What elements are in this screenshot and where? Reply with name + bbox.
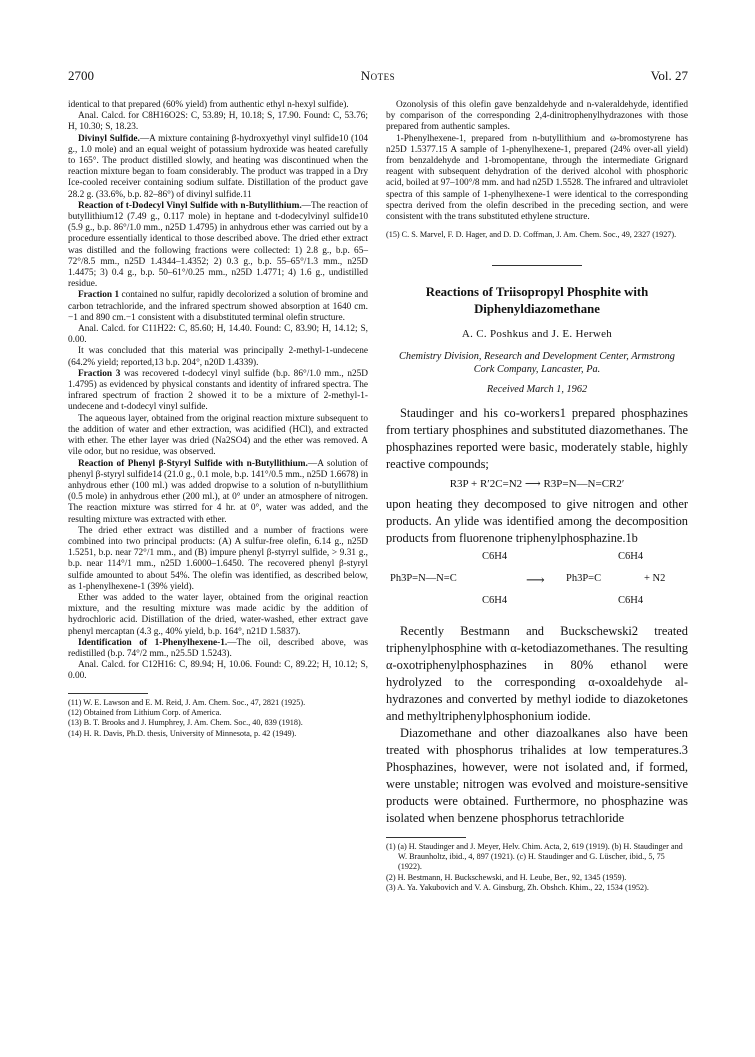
paragraph: Reaction of Phenyl β-Styryl Sulfide with n-Butyllithium.—A solution of phenyl β-styryl sulfide14 (21.0 g., 0.1 mole, b.p. 141°/0.5 mm., n25D 1.6678) in anhydrous ether (100 ml.) was added dropwise to a solution of n-butyllithium (0.5 mole) in anhydrous ether (200 ml.), at 0° under an atmosphere of nitrogen. The reaction mixture was stirred for 4 hr. at 0°, water was added, and the resulting mixture was extracted with ether. <box>68 458 368 525</box>
paragraph: Identification of 1-Phenylhexene-1.—The oil, described above, was redistilled (b.p. 74°/2 mm., n25.5D 1.5243). <box>68 637 368 659</box>
paragraph: Anal. Calcd. for C8H16O2S: C, 53.89; H, 10.18; S, 17.90. Found: C, 53.76; H, 10.30; S, 18.23. <box>68 111 368 133</box>
scheme-group: C6H4 <box>482 550 508 562</box>
footnote: (13) B. T. Brooks and J. Humphrey, J. Am. Chem. Soc., 40, 839 (1918). <box>68 718 303 728</box>
author-affiliation: Chemistry Division, Research and Development Center, Armstrong Cork Company, Lancaster, Pa. <box>399 350 675 375</box>
scheme-group: C6H4 <box>482 594 508 606</box>
footnote-rule <box>68 693 148 694</box>
scheme-reactant: Ph3P=N—N=C <box>390 572 457 584</box>
article-body <box>386 405 688 473</box>
section-heading: Divinyl Sulfide. <box>78 133 140 144</box>
paragraph: identical to that prepared (60% yield) from authentic ethyl n-hexyl sulfide). <box>68 100 349 110</box>
article-authors: A. C. Poshkus and J. E. Herweh <box>461 327 613 340</box>
paragraph: Recently Bestmann and Buckschewski2 treated triphenylphosphine with α-ketodiazomethanes. The resulting α-oxotriphenylphosphazines in 80% ethanol were hydrolyzed to the corresponding α-oxoaldehyde al-hydrazones and converted by methyl iodide to diazoketones and methyltriphenylphosphonium iodide. <box>386 623 688 723</box>
section-heading: Reaction of t-Dodecyl Vinyl Sulfide with n-Butyllithium. <box>78 200 302 211</box>
paragraph: Staudinger and his co-workers1 prepared phosphazines from tertiary phosphines and substituted diazomethanes. The phosphazines reported were basic, moderately stable, highly reactive compounds; <box>386 405 688 471</box>
paragraph: The aqueous layer, obtained from the original reaction mixture subsequent to the addition of water and ether extraction, was acidified (HCl), and extracted with ether. The ether layer was dried (Na2SO4) and the ether was removed. A vile odor, but no residue, was observed. <box>68 413 368 458</box>
scheme-product: Ph3P=C <box>566 572 602 584</box>
footnote: (14) H. R. Davis, Ph.D. thesis, University of Minnesota, p. 42 (1949). <box>68 728 297 738</box>
journal-section: Notes <box>360 68 396 83</box>
footnote-rule <box>386 837 466 838</box>
footnote: (11) W. E. Lawson and E. M. Reid, J. Am. Chem. Soc., 47, 2821 (1925). <box>68 697 306 707</box>
paragraph: Fraction 1 contained no sulfur, rapidly decolorized a solution of bromine and carbon tetrachloride, and the infrared spectrum showed absorption at 1640 cm.−1 and 890 cm.−1 consistent with a disubstituted terminal olefin structure. <box>68 290 368 323</box>
footnote: (2) H. Bestmann, H. Buckschewski, and H. Leube, Ber., 92, 1345 (1959). <box>386 872 627 882</box>
received-date: Received March 1, 1962 <box>486 383 588 395</box>
paragraph: Divinyl Sulfide.—A mixture containing β-hydroxyethyl vinyl sulfide10 (104 g., 1.0 mole) and an equal weight of potassium hydroxide was heated carefully to 165°. The product distilled slowly, and heating was discontinued when the reaction mixture began to foam considerably. The product was trapped in a Dry Ice-cooled receiver containing sodium sulfate. Distillation of the product gave 28.2 g. (33.6%, b.p. 82–86°) of divinyl sulfide.11 <box>68 133 368 200</box>
reaction-equation: R3P + R′2C=N2 ⟶ R3P=N—N=CR2′ <box>449 477 625 490</box>
paragraph: The dried ether extract was distilled and a number of fractions were combined into two principal products: (A) A sulfur-free olefin, 6.14 g., n25D 1.5251, b.p. near 72°/1 mm., and (B) impure phenyl β-styrryl sulfide, > 9.31 g., b.p. near 114°/1 mm., n25D 1.6000–1.6450. The recovered phenyl β-styryl sulfide amounted to about 54%. The olefin was identified, as described below, as 1-phenylhexene-1 (39% yield). <box>68 525 368 592</box>
right-top-body <box>386 100 688 223</box>
paragraph: Ozonolysis of this olefin gave benzaldehyde and n-valeraldehyde, identified by comparison of the corresponding 2,4-dinitrophenylhydrazones with those prepared from authentic samples. <box>386 100 688 133</box>
paragraph: Anal. Calcd. for C12H16: C, 89.94; H, 10.06. Found: C, 89.22; H, 10.12; S, 0.00. <box>68 660 368 682</box>
section-heading: Fraction 3 <box>78 368 121 379</box>
right-column <box>386 100 688 894</box>
left-column <box>68 100 368 739</box>
reaction-scheme <box>386 551 688 613</box>
section-heading: Identification of 1-Phenylhexene-1. <box>78 637 228 648</box>
footnote: (15) C. S. Marvel, F. D. Hager, and D. D. Coffman, J. Am. Chem. Soc., 49, 2327 (1927). <box>386 230 677 240</box>
scheme-group: C6H4 <box>618 594 644 606</box>
paragraph: upon heating they decomposed to give nitrogen and other products. An ylide was identified among the decomposition products from fluorenone triphenylphosphazine.1b <box>386 496 688 545</box>
footnote-15 <box>386 230 688 240</box>
scheme-group: C6H4 <box>618 550 644 562</box>
scheme-byproduct: + N2 <box>644 572 666 584</box>
paragraph: Reaction of t-Dodecyl Vinyl Sulfide with n-Butyllithium.—The reaction of butyllithium12 (7.49 g., 0.117 mole) in heptane and t-dodecylvinyl sulfide10 (5.9 g., b.p. 86°/1.0 mm., n25D 1.4795) in anhydrous ether was carried out by a procedure essentially identical to those described above. The dried ether extract was distilled and the following fractions were collected: 1) 2.8 g., b.p. 65–72°/8.5 mm., n25D 1.4344–1.4352; 2) 0.3 g., b.p. 55–65°/1.3 mm., n25D 1.4475; 3) 0.4 g., b.p. 50–61°/0.25 mm., n25D 1.4771; 4) 1.6 g., undistilled residue. <box>68 200 368 290</box>
paragraph: It was concluded that this material was principally 2-methyl-1-undecene (64.2% yield; reported,13 b.p. 204°, n20D 1.4339). <box>68 346 368 368</box>
paragraph: 1-Phenylhexene-1, prepared from n-butyllithium and ω-bromostyrene has n25D 1.5377.15 A sample of 1-phenylhexene-1, prepared (24% over-all yield) from benzaldehyde and 1-bromopentane, through the intermediate Grignard reagent with subsequent dehydration of the derived alcohol with phosphoric acid, boiled at 97–100°/8 mm. and had n25D 1.5528. The infrared and ultraviolet spectra of this sample of 1-phenylhexene-1 were identical to the corresponding spectra derived from the olefin described in the preceding section, and were consistent with the trans substituted ethylene structure. <box>386 133 689 223</box>
footnote: (1) (a) H. Staudinger and J. Meyer, Helv. Chim. Acta, 2, 619 (1919). (b) H. Staudinger and W. Braunholtz, ibid., 4, 897 (1921). (c) H. Staudinger and G. Lüscher, ibid., 5, 75 (1922). <box>386 841 683 872</box>
footnote: (12) Obtained from Lithium Corp. of America. <box>68 707 222 717</box>
left-body <box>68 100 368 683</box>
left-footnotes <box>68 698 368 740</box>
paragraph: Ether was added to the water layer, obtained from the original reaction mixture, and the resulting mixture was made acidic by the addition of hydrochloric acid. Distillation of the dried, water-washed, ether extract gave phenyl mercaptan (4.3 g., 40% yield, b.p. 164°, n21D 1.5837). <box>68 592 368 637</box>
paragraph: Anal. Calcd. for C11H22: C, 85.60; H, 14.40. Found: C, 83.90; H, 14.12; S, 0.00. <box>68 324 368 346</box>
paragraph: Diazomethane and other diazoalkanes also have been treated with phosphorus trihalides at low temperatures.3 Phosphazines, however, were not isolated and, if formed, were unstable; nitrogen was evolved and moisture-sensitive products were obtained. Furthermore, no phosphazine was isolated when benzene phosphorus tetrachloride <box>386 725 688 825</box>
volume-label: Vol. 27 <box>650 68 688 83</box>
section-heading: Reaction of Phenyl β-Styryl Sulfide with n-Butyllithium. <box>78 458 308 469</box>
running-header <box>68 68 688 86</box>
right-footnotes <box>386 842 688 894</box>
article-title: Reactions of Triisopropyl Phosphite with Diphenyldiazomethane <box>425 284 649 316</box>
page-number: 2700 <box>68 68 94 83</box>
scheme-arrow: ⟶ <box>526 571 545 587</box>
section-heading: Fraction 1 <box>78 290 120 301</box>
paragraph: Fraction 3 was recovered t-dodecyl vinyl sulfide (b.p. 86°/1.0 mm., n25D 1.4795) as evidenced by physical constants and identity of infrared spectra. The infrared spectrum of fraction 2 showed it to be a mixture of 2-methyl-1-undecene and t-dodecyl vinyl sulfide. <box>68 368 368 413</box>
footnote: (3) A. Ya. Yakubovich and V. A. Ginsburg, Zh. Obshch. Khim., 22, 1534 (1952). <box>386 883 649 893</box>
